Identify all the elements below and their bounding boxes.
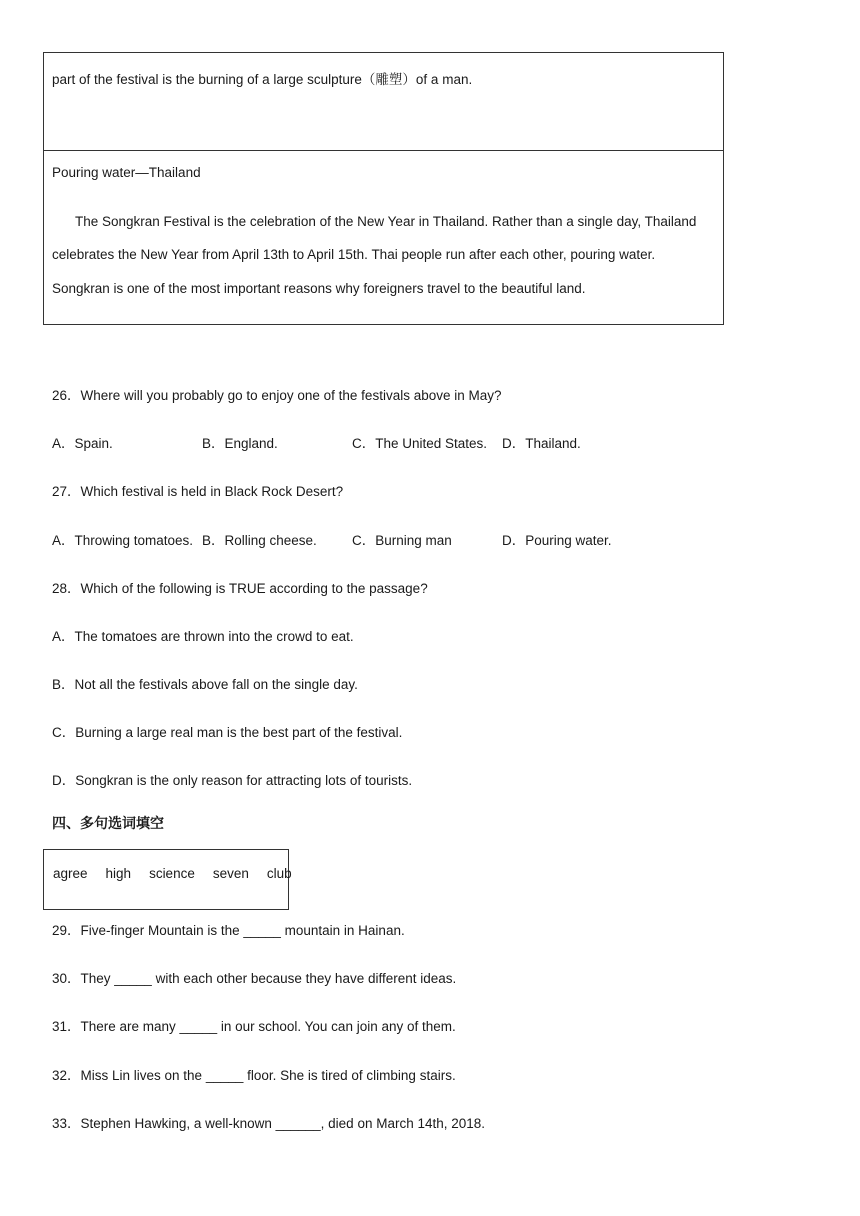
passage-row-title-thailand: Pouring water—Thailand — [52, 165, 201, 180]
option-28-c[interactable]: C．Burning a large real man is the best part of the festival. — [52, 725, 403, 740]
word-bank-box — [43, 849, 292, 910]
passage-line: celebrates the New Year from April 13th to April 15th. Thai people run after each other, pouring water. — [52, 247, 656, 262]
word-bank-item: agree — [53, 866, 88, 881]
section-heading: 四、多句选词填空 — [52, 815, 164, 831]
fill-item-32: 32．Miss Lin lives on the _____ floor. She is tired of climbing stairs. — [52, 1068, 456, 1083]
fill-item-30: 30．They _____ with each other because they have different ideas. — [52, 971, 457, 986]
fill-item-33: 33．Stephen Hawking, a well-known ______, died on March 14th, 2018. — [52, 1116, 486, 1131]
passage-row-burning-man-end: part of the festival is the burning of a large sculpture（雕塑）of a man. — [52, 72, 473, 87]
word-bank — [53, 866, 292, 881]
question-stem-28: 28．Which of the following is TRUE according to the passage? — [52, 581, 428, 596]
fill-item-29: 29．Five-finger Mountain is the _____ mountain in Hainan. — [52, 923, 405, 938]
option-26-b[interactable]: B．England. — [202, 436, 278, 451]
passage-line: The Songkran Festival is the celebration of the New Year in Thailand. Rather than a single day, Thailand — [75, 214, 697, 229]
option-27-a[interactable]: A．Throwing tomatoes. — [52, 533, 194, 548]
passage-table — [43, 52, 724, 325]
question-stem-27: 27．Which festival is held in Black Rock Desert? — [52, 484, 344, 499]
question-stem-26: 26．Where will you probably go to enjoy one of the festivals above in May? — [52, 388, 502, 403]
option-28-d[interactable]: D．Songkran is the only reason for attracting lots of tourists. — [52, 773, 413, 788]
fill-item-31: 31．There are many _____ in our school. You can join any of them. — [52, 1019, 456, 1034]
table-divider — [44, 150, 723, 151]
option-26-a[interactable]: A．Spain. — [52, 436, 113, 451]
word-bank-item: club — [266, 866, 292, 881]
option-28-b[interactable]: B．Not all the festivals above fall on the single day. — [52, 677, 358, 692]
option-26-c[interactable]: C．The United States. — [352, 436, 488, 451]
option-27-b[interactable]: B．Rolling cheese. — [202, 533, 317, 548]
option-28-a[interactable]: A．The tomatoes are thrown into the crowd to eat. — [52, 629, 354, 644]
option-27-c[interactable]: C．Burning man — [352, 533, 452, 548]
word-bank-item: seven — [212, 866, 249, 881]
word-bank-item: high — [105, 866, 132, 881]
passage-line: Songkran is one of the most important reasons why foreigners travel to the beautiful land. — [52, 281, 586, 296]
option-26-d[interactable]: D．Thailand. — [502, 436, 581, 451]
word-bank-item: science — [149, 866, 195, 881]
option-27-d[interactable]: D．Pouring water. — [502, 533, 612, 548]
